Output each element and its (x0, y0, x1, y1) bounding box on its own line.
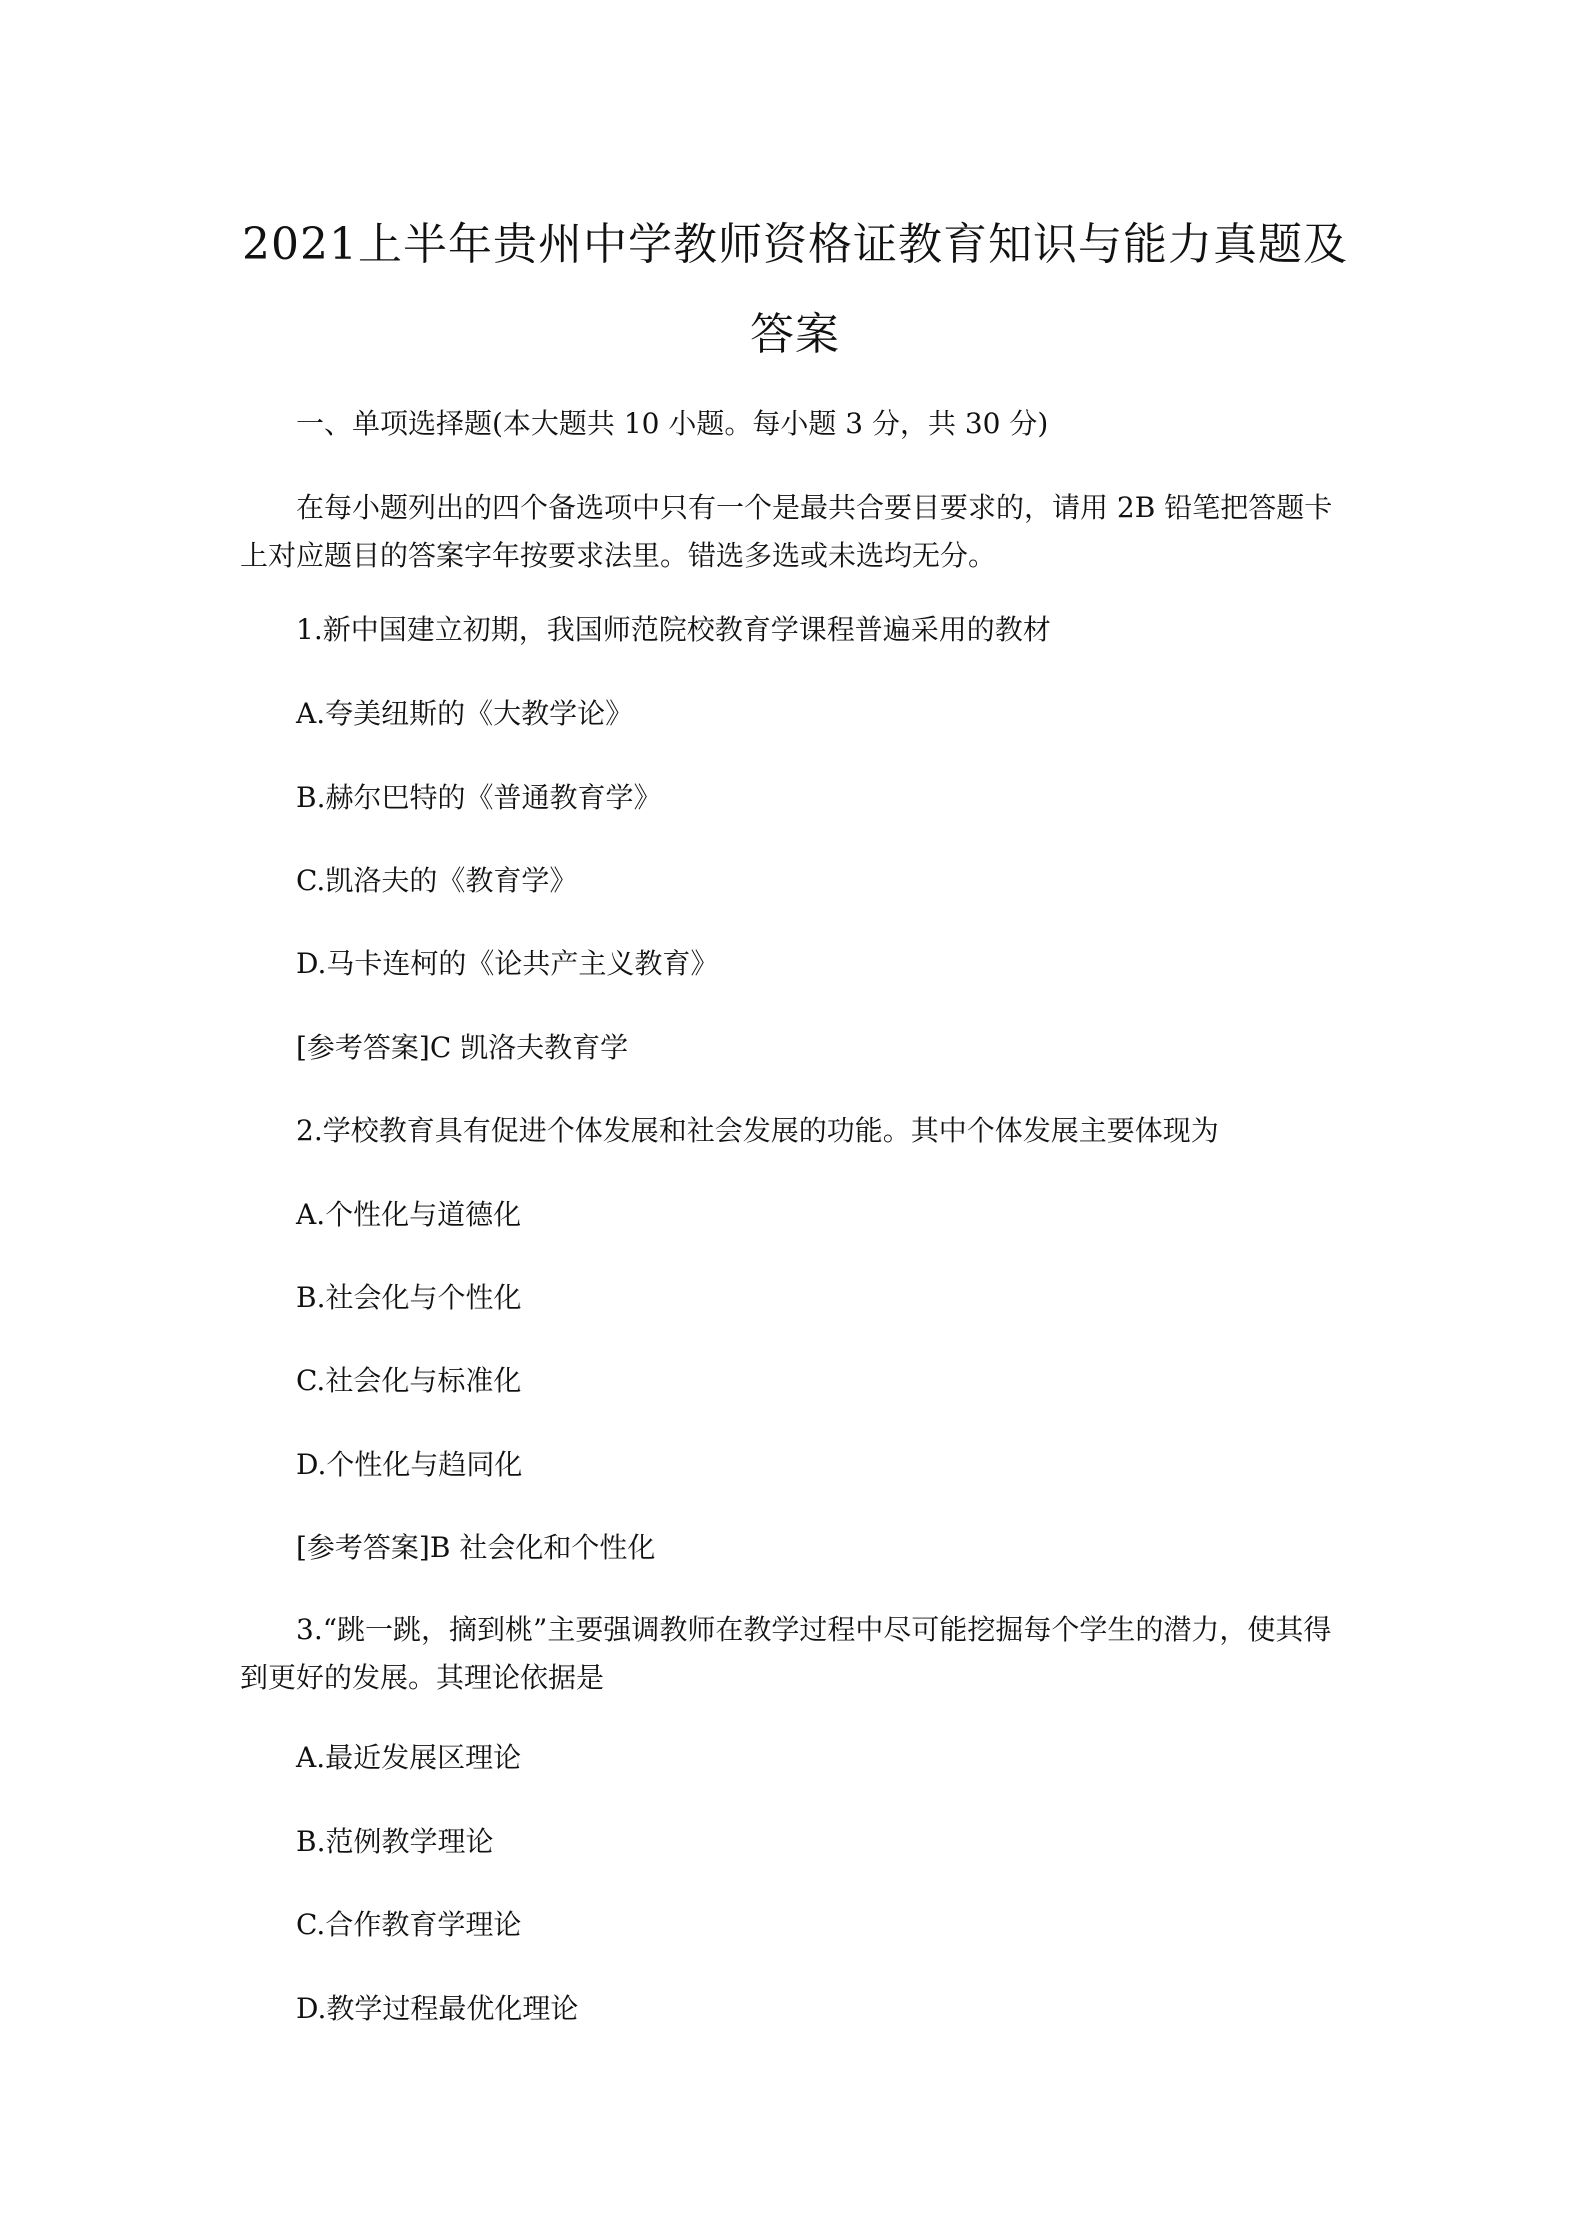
question-1-option-d: D.马卡连柯的《论共产主义教育》 (296, 947, 719, 980)
section-heading: 一、单项选择题(本大题共 10 小题。每小题 3 分，共 30 分) (296, 407, 1049, 440)
question-3-option-d: D.教学过程最优化理论 (296, 1992, 579, 2025)
question-2-option-c: C.社会化与标准化 (296, 1364, 522, 1397)
question-2-stem: 2.学校教育具有促进个体发展和社会发展的功能。其中个体发展主要体现为 (296, 1114, 1219, 1147)
document-title: 2021上半年贵州中学教师资格证教育知识与能力真题及答案 (242, 219, 1348, 360)
question-1-option-c: C.凯洛夫的《教育学》 (296, 864, 578, 897)
question-1-option-b: B.赫尔巴特的《普通教育学》 (296, 781, 662, 814)
question-1-answer: [参考答案]C 凯洛夫教育学 (296, 1031, 629, 1064)
question-3-option-b: B.范例教学理论 (296, 1825, 494, 1858)
question-2-answer: [参考答案]B 社会化和个性化 (296, 1531, 656, 1564)
question-3-option-c: C.合作教育学理论 (296, 1908, 522, 1941)
question-3-stem: 3.“跳一跳，摘到桃”主要强调教师在教学过程中尽可能挖掘每个学生的潜力，使其得到更好的发展。其理论依据是 (240, 1613, 1332, 1694)
question-1-stem: 1.新中国建立初期，我国师范院校教育学课程普遍采用的教材 (296, 613, 1051, 646)
question-2-option-b: B.社会化与个性化 (296, 1281, 522, 1314)
question-2-option-d: D.个性化与趋同化 (296, 1448, 523, 1481)
question-3-option-a: A.最近发展区理论 (296, 1741, 522, 1774)
question-2-option-a: A.个性化与道德化 (296, 1198, 522, 1231)
instructions-paragraph: 在每小题列出的四个备选项中只有一个是最共合要目要求的，请用 2B 铅笔把答题卡上对应题目的答案字年按要求法里。错选多选或未选均无分。 (240, 491, 1333, 572)
question-1-option-a: A.夸美纽斯的《大教学论》 (296, 697, 634, 730)
